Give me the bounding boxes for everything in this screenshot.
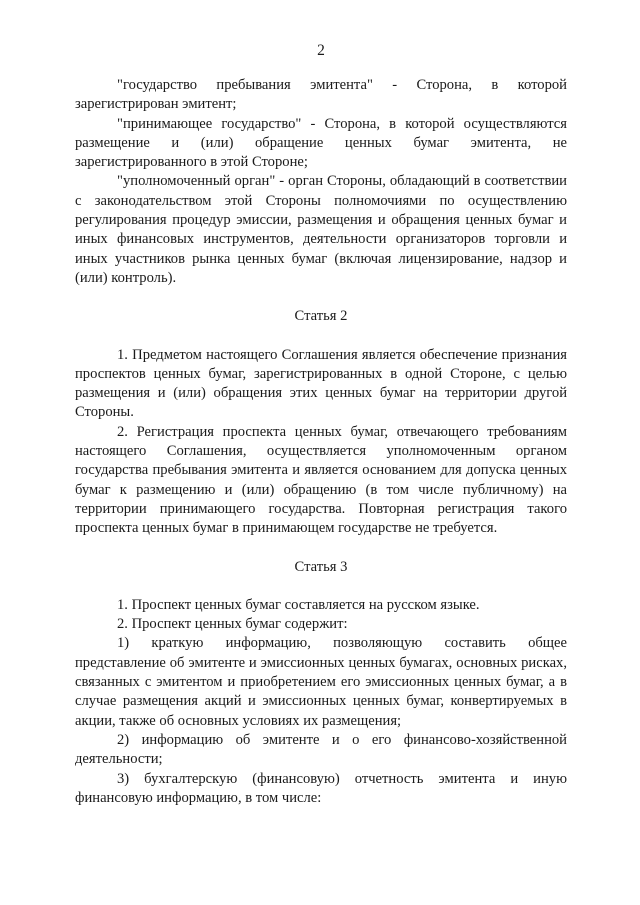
article-3-list-item: 1) краткую информацию, позволяющую составить общее представление об эмитенте и эмиссионных ценных бумагах, основных рисках, связанных с эмитентом и приобретением его эмиссионных ценных бумаг, а в случае размещения акций и эмиссионных ценных бумаг, конвертируемых в акции, также об основных условиях их размещения; (75, 635, 567, 729)
definition-paragraph: "уполномоченный орган" - орган Стороны, обладающий в соответствии с законодательством этой Стороны полномочиями по осуществлению регулирования процедур эмиссии, размещения и обращения ценных бумаг и иных финансовых инструментов, деятельности организаторов торговли и иных участников рынка ценных бумаг (включая лицензирование, надзор и (или) контроль). (75, 173, 567, 286)
article-3-heading: Статья 3 (294, 558, 348, 575)
article-2-paragraph: 1. Предметом настоящего Соглашения является обеспечение признания проспектов ценных бумаг, зарегистрированных в одной Стороне, с целью размещения и (или) обращения этих ценных бумаг на территории другой Стороны. (75, 346, 567, 421)
article-2-heading: Статья 2 (294, 308, 348, 325)
article-3-list-item: 3) бухгалтерскую (финансовую) отчетность эмитента и иную финансовую информацию, в том числе: (75, 770, 567, 806)
article-2-paragraph: 2. Регистрация проспекта ценных бумаг, отвечающего требованиям настоящего Соглашения, осуществляется уполномоченным органом государства пребывания эмитента и является основанием для допуска ценных бумаг к размещению и (или) обращению (в том числе публичному) на территории принимающего государства. Повторная регистрация такого проспекта ценных бумаг в принимающем государстве не требуется. (75, 423, 567, 537)
definition-paragraph: "государство пребывания эмитента" - Сторона, в которой зарегистрирован эмитент; (75, 77, 567, 113)
article-3-paragraph: 1. Проспект ценных бумаг составляется на русском языке. (117, 596, 480, 613)
page-number: 2 (317, 42, 325, 59)
article-3-paragraph: 2. Проспект ценных бумаг содержит: (117, 616, 348, 633)
article-3-list-item: 2) информацию об эмитенте и о его финансово-хозяйственной деятельности; (75, 731, 567, 768)
document-body (75, 76, 567, 808)
definition-paragraph: "принимающее государство" - Сторона, в которой осуществляются размещение и (или) обращение ценных бумаг эмитента, не зарегистрированного в этой Стороне; (75, 115, 567, 171)
